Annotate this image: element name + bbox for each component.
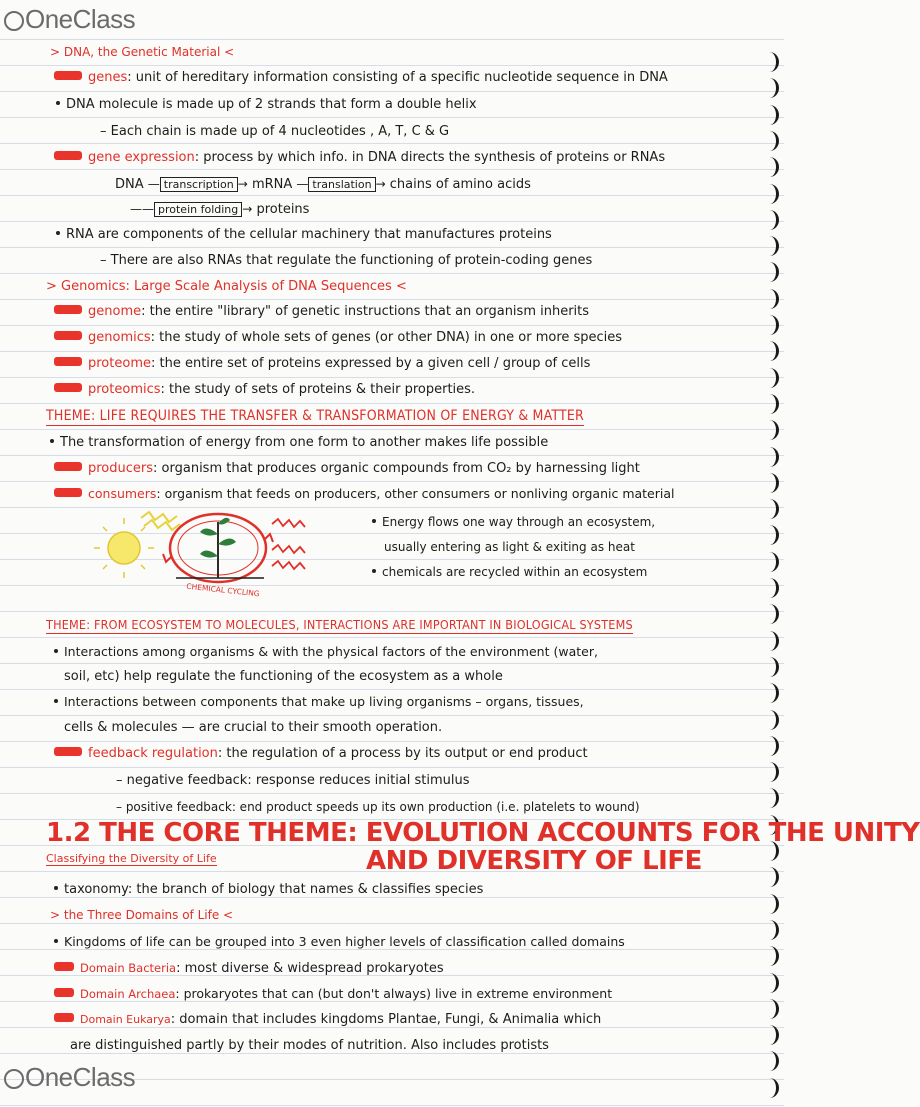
- spiral-binding: [754, 0, 784, 1107]
- note-genomics: genomics: the study of whole sets of genes (or other DNA) in one or more species: [54, 330, 622, 346]
- heading-genomics: > Genomics: Large Scale Analysis of DNA Sequences <: [46, 279, 407, 294]
- binding-ring: [760, 1051, 779, 1071]
- binding-ring: [760, 447, 779, 467]
- binding-ring: [760, 499, 779, 519]
- binding-ring: [760, 368, 779, 388]
- binding-ring: [760, 946, 779, 966]
- binding-ring: [760, 78, 779, 98]
- note-interactions-organisms: Interactions among organisms & with the physical factors of the environment (water,: [54, 644, 598, 660]
- note-soil-regulation: soil, etc) help regulate the functioning of the ecosystem as a whole: [64, 669, 503, 684]
- binding-ring: [760, 578, 779, 598]
- flow-folding: —— protein folding → proteins: [130, 202, 310, 217]
- binding-ring: [760, 236, 779, 256]
- binding-ring: [760, 52, 779, 72]
- binding-ring: [760, 867, 779, 887]
- binding-ring: [760, 525, 779, 545]
- binding-ring: [760, 473, 779, 493]
- binding-ring: [760, 657, 779, 677]
- note-proteome: proteome: the entire set of proteins expressed by a given cell / group of cells: [54, 356, 590, 372]
- note-domain-archaea: Domain Archaea: prokaryotes that can (but don't always) live in extreme environment: [54, 986, 612, 1002]
- binding-ring: [760, 788, 779, 808]
- binding-ring: [760, 894, 779, 914]
- note-interactions-components: Interactions between components that make up living organisms – organs, tissues,: [54, 694, 584, 710]
- binding-ring: [760, 394, 779, 414]
- section-title-1-2-cont: AND DIVERSITY OF LIFE: [366, 846, 702, 876]
- binding-ring: [760, 762, 779, 782]
- chemical-cycling-label: CHEMICAL CYCLING: [185, 581, 261, 599]
- note-dna-molecule: DNA molecule is made up of 2 strands that form a double helix: [56, 97, 477, 113]
- binding-ring: [760, 184, 779, 204]
- note-chemicals-recycled: chemicals are recycled within an ecosystem: [372, 564, 647, 580]
- binding-ring: [760, 999, 779, 1019]
- heading-classifying: Classifying the Diversity of Life: [46, 852, 217, 865]
- binding-ring: [760, 289, 779, 309]
- binding-ring: [760, 262, 779, 282]
- binding-ring: [760, 683, 779, 703]
- note-feedback-regulation: feedback regulation: the regulation of a process by its output or end product: [54, 746, 588, 762]
- note-taxonomy: taxonomy: the branch of biology that names & classifies species: [54, 882, 483, 898]
- binding-ring: [760, 1025, 779, 1045]
- section-title-1-2: 1.2 THE CORE THEME: EVOLUTION ACCOUNTS FOR THE UNITY: [46, 818, 920, 848]
- oneclass-logo-bottom: OneClass: [4, 1062, 135, 1093]
- oneclass-logo: OneClass: [4, 4, 135, 35]
- binding-ring: [760, 631, 779, 651]
- note-domain-eukarya: Domain Eukarya: domain that includes kingdoms Plantae, Fungi, & Animalia which: [54, 1012, 601, 1028]
- note-genes: genes: unit of hereditary information consisting of a specific nucleotide sequence in DNA: [54, 70, 668, 86]
- note-cells-molecules: cells & molecules — are crucial to their smooth operation.: [64, 720, 443, 735]
- note-producers: producers: organism that produces organic compounds from CO₂ by harnessing light: [54, 461, 640, 477]
- binding-ring: [760, 157, 779, 177]
- note-energy-flow: Energy flows one way through an ecosystem,: [372, 514, 655, 530]
- note-positive-feedback: – positive feedback: end product speeds up its own production (i.e. platelets to wound): [116, 800, 640, 814]
- binding-ring: [760, 973, 779, 993]
- binding-ring: [760, 920, 779, 940]
- note-consumers: consumers: organism that feeds on producers, other consumers or nonliving organic material: [54, 486, 675, 502]
- note-light-heat: usually entering as light & exiting as heat: [384, 540, 635, 554]
- binding-ring: [760, 736, 779, 756]
- binding-ring: [760, 315, 779, 335]
- theme-interactions: THEME: FROM ECOSYSTEM TO MOLECULES, INTERACTIONS ARE IMPORTANT IN BIOLOGICAL SYSTEMS: [46, 617, 633, 632]
- note-gene-expression: gene expression: process by which info. in DNA directs the synthesis of proteins or RNAs: [54, 150, 665, 166]
- binding-ring: [760, 552, 779, 572]
- theme-energy-matter: THEME: LIFE REQUIRES THE TRANSFER & TRANSFORMATION OF ENERGY & MATTER: [46, 408, 584, 424]
- note-genome: genome: the entire "library" of genetic instructions that an organism inherits: [54, 304, 589, 320]
- note-regulatory-rna: – There are also RNAs that regulate the functioning of protein-coding genes: [100, 253, 593, 268]
- note-kingdoms: Kingdoms of life can be grouped into 3 even higher levels of classification called domains: [54, 934, 625, 950]
- binding-ring: [760, 105, 779, 125]
- note-energy-transformation: The transformation of energy from one form to another makes life possible: [50, 435, 548, 451]
- binding-ring: [760, 341, 779, 361]
- flow-transcription: DNA — transcription → mRNA — translation → chains of amino acids: [115, 177, 531, 192]
- heading-three-domains: > the Three Domains of Life <: [50, 908, 234, 922]
- binding-ring: [760, 210, 779, 230]
- note-nutrition-protists: are distinguished partly by their modes of nutrition. Also includes protists: [70, 1038, 549, 1053]
- note-proteomics: proteomics: the study of sets of proteins & their properties.: [54, 382, 475, 398]
- heading-dna: > DNA, the Genetic Material <: [50, 45, 235, 59]
- note-rna-components: RNA are components of the cellular machinery that manufactures proteins: [56, 227, 552, 243]
- note-domain-bacteria: Domain Bacteria: most diverse & widespread prokaryotes: [54, 960, 444, 977]
- note-nucleotides: – Each chain is made up of 4 nucleotides , A, T, C & G: [100, 124, 450, 139]
- binding-ring: [760, 1078, 779, 1098]
- note-negative-feedback: – negative feedback: response reduces initial stimulus: [116, 773, 470, 788]
- binding-ring: [760, 131, 779, 151]
- ecosystem-diagram: [96, 504, 346, 604]
- binding-ring: [760, 604, 779, 624]
- binding-ring: [760, 420, 779, 440]
- binding-ring: [760, 710, 779, 730]
